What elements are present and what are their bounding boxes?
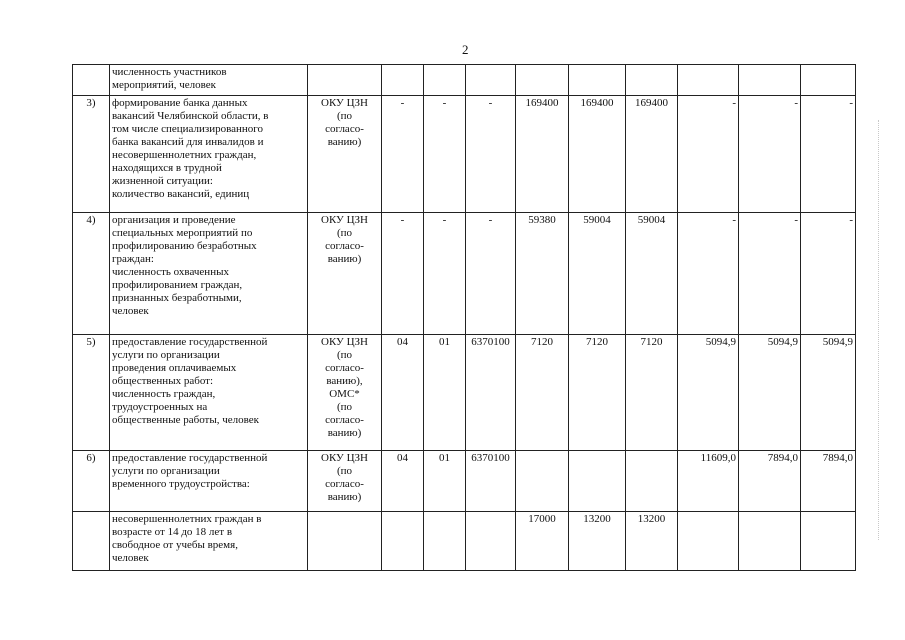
budget-code-cell: - [466,96,516,213]
measure-description-cell-line: услуги по организации [112,349,220,361]
indicator-value-cell [626,65,678,96]
measure-description-cell-line: профилированием граждан, [112,279,243,291]
measure-description-cell-line: предоставление государственной [112,336,268,348]
indicator-value-cell: 169400 [569,96,626,213]
funding-amount-cell [678,512,739,571]
measure-description-cell-line: количество вакансий, единиц [112,188,250,200]
executor-cell-line: ОКУ ЦЗН [321,452,368,464]
indicator-value-cell: 169400 [516,96,569,213]
funding-amount-cell [739,65,801,96]
table-row [73,512,856,571]
executor-cell-line: ванию) [327,491,362,503]
budget-code-cell: - [466,213,516,335]
table-row [73,451,856,512]
measure-description-cell-line: несовершеннолетних граждан, [112,149,257,161]
table-row [73,96,856,213]
executor-cell-line: ванию), [326,375,363,387]
budget-code-cell: 04 [382,451,424,512]
executor-cell-line: ванию) [327,136,362,148]
measure-description-cell-line: несовершеннолетних граждан в [112,513,262,525]
budget-code-cell [382,65,424,96]
executor-cell [308,335,382,451]
measure-description-cell-line: признанных безработными, [112,292,242,304]
measure-description-cell-line: свободное от учебы время, [112,539,238,551]
executor-cell-line: ОКУ ЦЗН [321,97,368,109]
measure-description-cell [110,335,308,451]
budget-code-cell: - [424,96,466,213]
measure-description-cell [110,96,308,213]
indicator-value-cell [516,65,569,96]
indicator-value-cell [569,65,626,96]
funding-amount-cell: - [678,96,739,213]
measure-description-cell-line: находящихся в трудной [112,162,222,174]
funding-amount-cell: 7894,0 [801,451,856,512]
executor-cell-line: (по [336,227,353,239]
item-number-cell [73,512,110,571]
indicator-value-cell: 7120 [569,335,626,451]
funding-amount-cell [678,65,739,96]
measure-description-cell-line: банка вакансий для инвалидов и [112,136,264,148]
measure-description-cell-line: численность граждан, [112,388,216,400]
budget-code-cell [466,65,516,96]
budget-code-cell: 6370100 [466,335,516,451]
program-measures-table [72,64,856,571]
executor-cell-line: согласо- [325,240,364,252]
funding-amount-cell: - [678,213,739,335]
funding-amount-cell: 5094,9 [678,335,739,451]
budget-code-cell [424,512,466,571]
measure-description-cell-line: возрасте от 14 до 18 лет в [112,526,233,538]
indicator-value-cell: 13200 [626,512,678,571]
measure-description-cell [110,512,308,571]
measure-description-cell-line: профилированию безработных [112,240,257,252]
budget-code-cell: - [424,213,466,335]
measure-description-cell [110,213,308,335]
funding-amount-cell [801,65,856,96]
measure-description-cell-line: общественных работ: [112,375,214,387]
indicator-value-cell: 59004 [569,213,626,335]
measure-description-cell-line: специальных мероприятий по [112,227,253,239]
executor-cell [308,213,382,335]
executor-cell-line: ванию) [327,427,362,439]
funding-amount-cell: - [801,96,856,213]
executor-cell-line: ванию) [327,253,362,265]
measure-description-cell-line: вакансий Челябинской области, в [112,110,269,122]
item-number-cell: 4) [73,213,110,335]
budget-code-cell: 01 [424,451,466,512]
executor-cell-line: согласо- [325,414,364,426]
funding-amount-cell: - [801,213,856,335]
budget-code-cell: - [382,96,424,213]
executor-cell [308,65,382,96]
budget-code-cell: 01 [424,335,466,451]
executor-cell-line: согласо- [325,478,364,490]
indicator-value-cell [569,451,626,512]
measure-description-cell-line: предоставление государственной [112,452,268,464]
measure-description-cell-line: человек [112,552,149,564]
measure-description-cell-line: организация и проведение [112,214,236,226]
funding-amount-cell [739,512,801,571]
funding-amount-cell: 7894,0 [739,451,801,512]
measure-description-cell-line: человек [112,305,149,317]
indicator-value-cell: 7120 [626,335,678,451]
item-number-cell [73,65,110,96]
indicator-value-cell: 59004 [626,213,678,335]
item-number-cell: 5) [73,335,110,451]
table-row [73,335,856,451]
measure-description-cell-line: граждан: [112,253,154,265]
budget-code-cell [382,512,424,571]
executor-cell-line: (по [336,401,353,413]
funding-amount-cell: 5094,9 [801,335,856,451]
measure-description-cell-line: жизненной ситуации: [112,175,213,187]
indicator-value-cell: 17000 [516,512,569,571]
funding-amount-cell [801,512,856,571]
indicator-value-cell [626,451,678,512]
funding-amount-cell: 11609,0 [678,451,739,512]
executor-cell [308,512,382,571]
table-row [73,65,856,96]
budget-code-cell: 6370100 [466,451,516,512]
item-number-cell: 3) [73,96,110,213]
executor-cell [308,96,382,213]
measure-description-cell-line: общественные работы, человек [112,414,260,426]
measure-description-cell-line: численность охваченных [112,266,229,278]
executor-cell-line: согласо- [325,362,364,374]
executor-cell-line: ОКУ ЦЗН [321,336,368,348]
measure-description-cell-line: трудоустроенных на [112,401,208,413]
measure-description-cell [110,451,308,512]
indicator-value-cell: 7120 [516,335,569,451]
executor-cell-line: ОМС* [329,388,360,400]
indicator-value-cell: 59380 [516,213,569,335]
budget-code-cell: - [382,213,424,335]
item-number-cell: 6) [73,451,110,512]
measure-description-cell-line: временного трудоустройства: [112,478,250,490]
measure-description-cell-line: мероприятий, человек [112,79,217,91]
measure-description-cell-line: услуги по организации [112,465,220,477]
funding-amount-cell: - [739,96,801,213]
budget-code-cell [424,65,466,96]
measure-description-cell [110,65,308,96]
table-row [73,213,856,335]
funding-amount-cell: 5094,9 [739,335,801,451]
executor-cell-line: ОКУ ЦЗН [321,214,368,226]
page-number: 2 [462,42,469,57]
executor-cell-line: (по [336,110,353,122]
executor-cell-line: согласо- [325,123,364,135]
budget-code-cell: 04 [382,335,424,451]
measure-description-cell-line: формирование банка данных [112,97,248,109]
scan-edge-artifact [878,120,880,540]
indicator-value-cell: 13200 [569,512,626,571]
budget-code-cell [466,512,516,571]
executor-cell [308,451,382,512]
indicator-value-cell: 169400 [626,96,678,213]
executor-cell-line: (по [336,465,353,477]
funding-amount-cell: - [739,213,801,335]
measure-description-cell-line: численность участников [112,66,227,78]
measure-description-cell-line: том числе специализированного [112,123,264,135]
measure-description-cell-line: проведения оплачиваемых [112,362,237,374]
indicator-value-cell [516,451,569,512]
executor-cell-line: (по [336,349,353,361]
